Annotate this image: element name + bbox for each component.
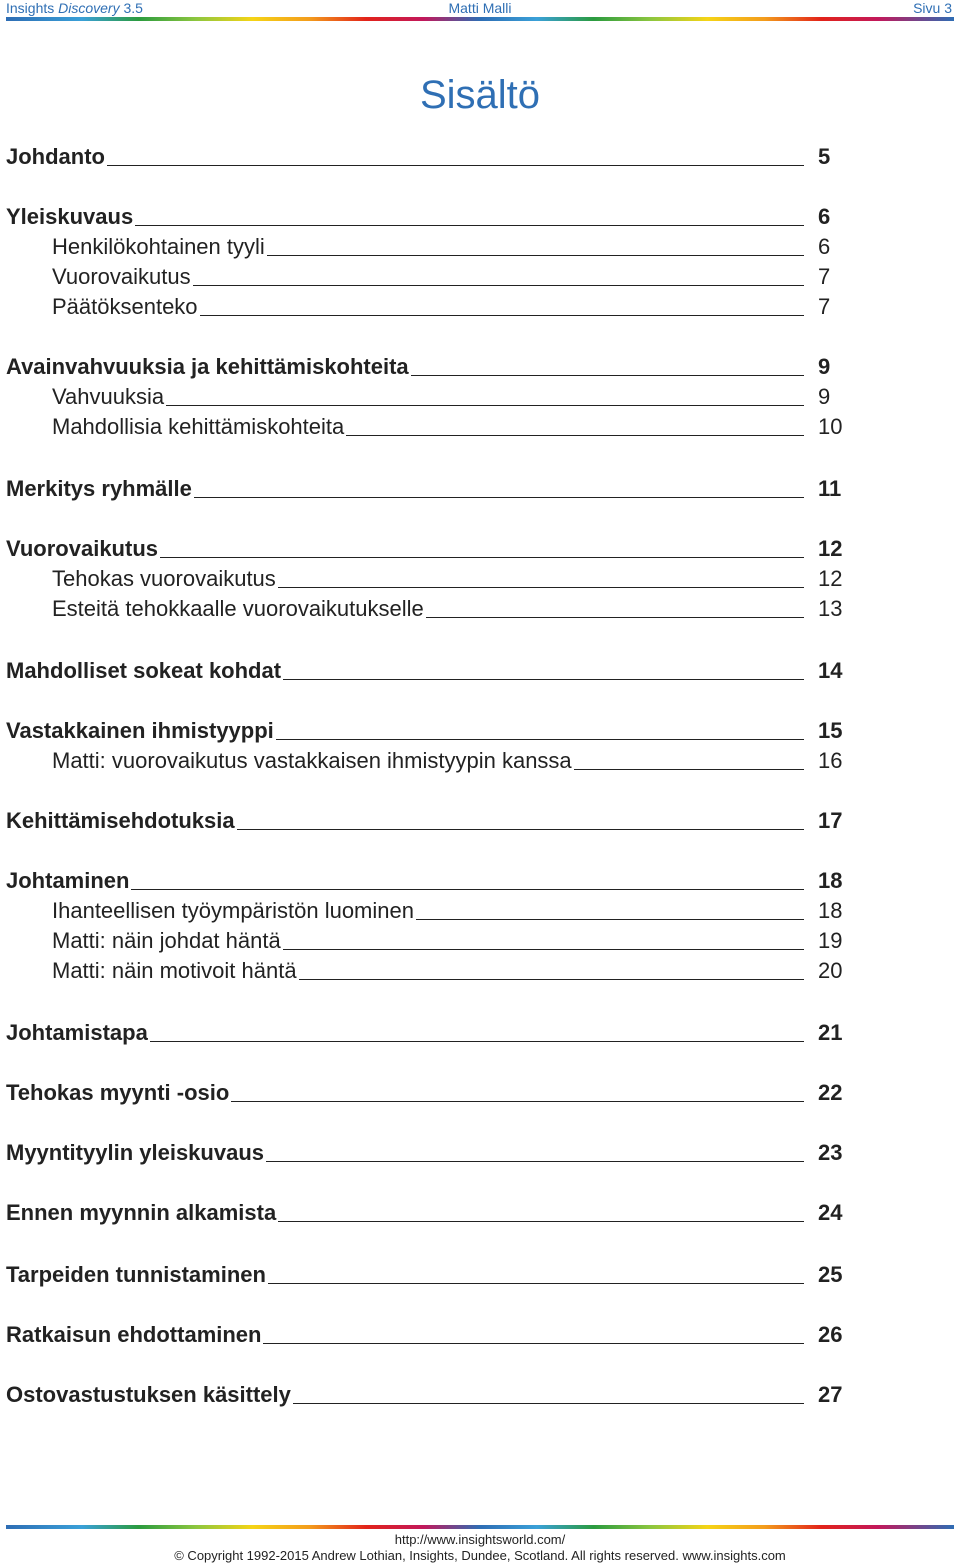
toc-entry-label: Avainvahvuuksia ja kehittämiskohteita [6, 354, 409, 379]
header-color-bar [6, 17, 954, 21]
toc-entry-page: 6 [818, 234, 831, 259]
toc-entry-page: 20 [818, 958, 843, 983]
toc-entry-page: 12 [818, 566, 843, 591]
toc-entry-label: Johdanto [6, 144, 105, 169]
toc-entry-page: 9 [818, 384, 831, 409]
toc-entry-label: Yleiskuvaus [6, 204, 134, 229]
toc-leader-line [278, 586, 804, 588]
toc-entry-page: 27 [818, 1382, 843, 1407]
toc-leader-line [135, 224, 804, 226]
toc-entry[interactable] [6, 1076, 846, 1106]
toc-entry-label: Merkitys ryhmälle [6, 476, 192, 501]
toc-entry-page: 7 [818, 264, 831, 289]
toc-entry-page: 13 [818, 596, 843, 621]
toc-entry-label: Ihanteellisen työympäristön luominen [52, 898, 414, 923]
product-italic: Discovery [58, 0, 120, 16]
toc-leader-line [131, 888, 804, 890]
toc-leader-line [276, 738, 804, 740]
toc-entry-page: 19 [818, 928, 843, 953]
toc-entry-label: Myyntityylin yleiskuvaus [6, 1140, 264, 1165]
toc-leader-line [193, 284, 804, 286]
toc-entry[interactable] [6, 290, 846, 320]
toc-entry-page: 12 [818, 536, 843, 561]
toc-entry[interactable] [6, 714, 846, 744]
toc-entry-label: Tehokas vuorovaikutus [52, 566, 276, 591]
toc-entry-label: Mahdolliset sokeat kohdat [6, 658, 282, 683]
toc-leader-line [283, 678, 804, 680]
toc-entry-label: Vastakkainen ihmistyyppi [6, 718, 274, 743]
product-version: 3.5 [119, 0, 143, 16]
toc-entry[interactable] [6, 1378, 846, 1408]
toc-entry-page: 10 [818, 414, 843, 439]
toc-entry[interactable] [6, 532, 846, 562]
toc-entry-page: 26 [818, 1322, 843, 1347]
toc-leader-line [416, 918, 804, 920]
page-title: Sisältö [419, 73, 541, 117]
page-number: Sivu 3 [913, 0, 952, 16]
toc-entry[interactable] [6, 140, 846, 170]
toc-entry-page: 16 [818, 748, 843, 773]
footer-color-bar [6, 1525, 954, 1529]
toc-leader-line [263, 1342, 804, 1344]
toc-entry[interactable] [6, 1016, 846, 1046]
toc-entry-page: 7 [818, 294, 831, 319]
toc-leader-line [299, 978, 804, 980]
toc-leader-line [166, 404, 804, 406]
toc-entry-label: Mahdollisia kehittämiskohteita [52, 414, 345, 439]
toc-leader-line [293, 1402, 804, 1404]
toc-entry-label: Vuorovaikutus [52, 264, 191, 289]
toc-entry-page: 17 [818, 808, 843, 833]
toc-entry-page: 5 [818, 144, 831, 169]
toc-entry-page: 24 [818, 1200, 843, 1225]
toc-entry[interactable] [6, 350, 846, 380]
toc-leader-line [237, 828, 804, 830]
toc-entry[interactable] [6, 410, 846, 440]
toc-entry[interactable] [6, 954, 846, 984]
toc-entry-page: 14 [818, 658, 843, 683]
toc-entry[interactable] [6, 1318, 846, 1348]
product-prefix: Insights [6, 0, 59, 16]
toc-entry-label: Ostovastustuksen käsittely [6, 1382, 291, 1407]
toc-entry-label: Henkilökohtainen tyyli [52, 234, 265, 259]
toc-entry-label: Vahvuuksia [52, 384, 165, 409]
person-name: Matti Malli [448, 0, 512, 16]
toc-entry[interactable] [6, 380, 846, 410]
toc-entry[interactable] [6, 894, 846, 924]
toc-entry-label: Matti: vuorovaikutus vastakkaisen ihmistyypin kanssa [52, 748, 572, 773]
toc-entry[interactable] [6, 924, 846, 954]
toc-leader-line [150, 1040, 804, 1042]
toc-entry-page: 23 [818, 1140, 843, 1165]
toc-leader-line [194, 496, 804, 498]
toc-leader-line [267, 254, 804, 256]
footer-url[interactable]: http://www.insightsworld.com/ [394, 1532, 566, 1547]
toc-leader-line [231, 1100, 804, 1102]
toc-entry[interactable] [6, 592, 846, 622]
toc-entry[interactable] [6, 260, 846, 290]
toc-entry[interactable] [6, 562, 846, 592]
toc-leader-line [266, 1160, 804, 1162]
toc-leader-line [107, 164, 804, 166]
page-header [0, 0, 960, 16]
toc-entry-label: Matti: näin motivoit häntä [52, 958, 297, 983]
toc-entry[interactable] [6, 200, 846, 230]
toc-entry-label: Ratkaisun ehdottaminen [6, 1322, 262, 1347]
toc-entry[interactable] [6, 472, 846, 502]
toc-entry-label: Esteitä tehokkaalle vuorovaikutukselle [52, 596, 424, 621]
toc-leader-line [283, 948, 804, 950]
toc-leader-line [346, 434, 804, 436]
toc-entry[interactable] [6, 230, 846, 260]
toc-leader-line [160, 556, 804, 558]
footer-copyright: © Copyright 1992-2015 Andrew Lothian, Insights, Dundee, Scotland. All rights reserved. www.insights.com [174, 1548, 786, 1563]
toc-entry-page: 21 [818, 1020, 843, 1045]
toc-entry-label: Tehokas myynti -osio [6, 1080, 230, 1105]
toc-entry-label: Päätöksenteko [52, 294, 198, 319]
toc-entry[interactable] [6, 864, 846, 894]
toc-entry-label: Johtaminen [6, 868, 130, 893]
toc-entry[interactable] [6, 804, 846, 834]
toc-leader-line [268, 1282, 804, 1284]
toc-entry-label: Ennen myynnin alkamista [6, 1200, 277, 1225]
toc-entry-page: 6 [818, 204, 831, 229]
toc-entry[interactable] [6, 1196, 846, 1226]
toc-leader-line [411, 374, 804, 376]
toc-entry-label: Tarpeiden tunnistaminen [6, 1262, 266, 1287]
toc-entry-page: 25 [818, 1262, 843, 1287]
toc-entry[interactable] [6, 1136, 846, 1166]
toc-entry-label: Matti: näin johdat häntä [52, 928, 281, 953]
toc-entry[interactable] [6, 654, 846, 684]
toc-entry-label: Johtamistapa [6, 1020, 148, 1045]
toc-entry[interactable] [6, 1258, 846, 1288]
toc-leader-line [574, 768, 804, 770]
toc-leader-line [278, 1220, 804, 1222]
toc-entry-label: Kehittämisehdotuksia [6, 808, 235, 833]
toc-entry-page: 15 [818, 718, 843, 743]
toc-entry[interactable] [6, 744, 846, 774]
toc-entry-page: 11 [818, 476, 842, 501]
toc-entry-page: 22 [818, 1080, 843, 1105]
toc-entry-page: 9 [818, 354, 831, 379]
toc-entry-label: Vuorovaikutus [6, 536, 158, 561]
toc-leader-line [200, 314, 804, 316]
toc-entry-page: 18 [818, 868, 843, 893]
toc-leader-line [426, 616, 804, 618]
toc-entry-page: 18 [818, 898, 843, 923]
